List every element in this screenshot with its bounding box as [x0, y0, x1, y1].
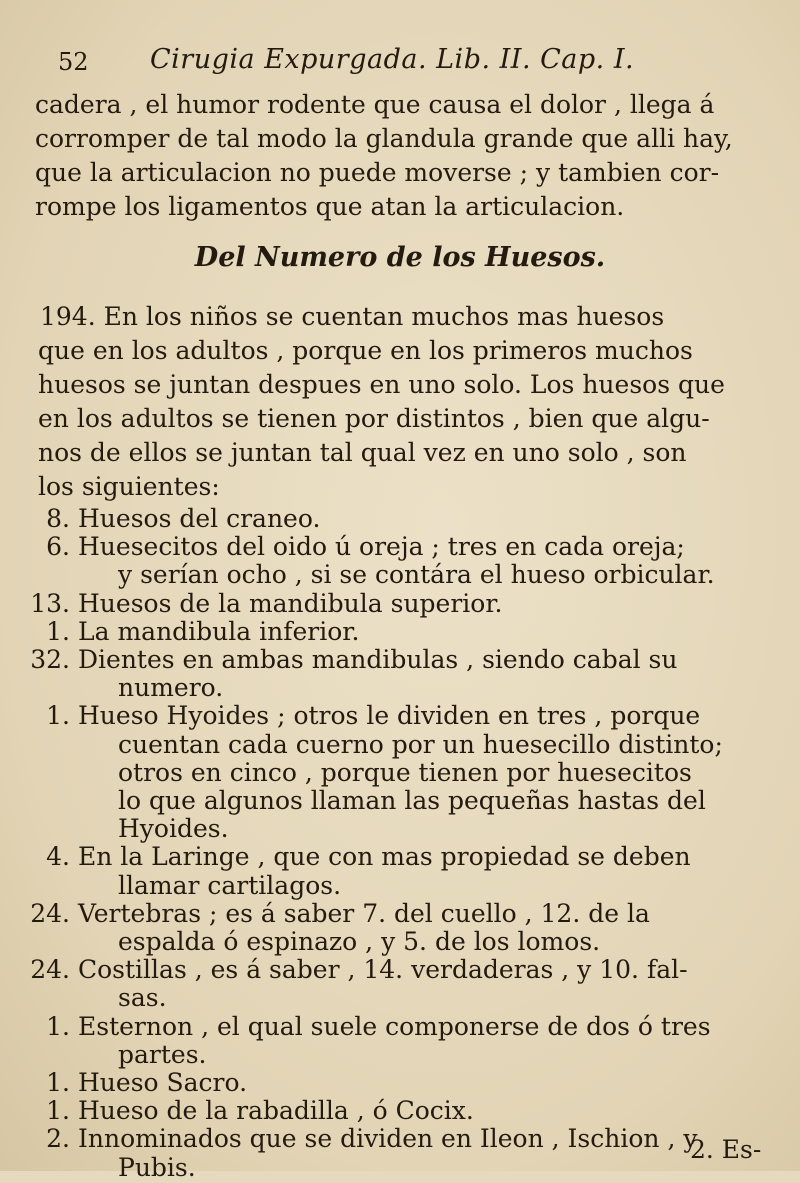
bone-description: sas. [118, 983, 167, 1013]
bone-list-line [18, 701, 700, 731]
bone-list-line [18, 504, 320, 534]
bone-count: 1. [46, 616, 70, 646]
bone-list-line [118, 1153, 196, 1183]
page-header [48, 44, 748, 82]
bone-description: Huesos de la mandibula superior. [78, 588, 503, 618]
bone-count: 4. [46, 842, 70, 872]
bone-description: Innominados que se dividen en Ileon , Ischion , y [78, 1124, 698, 1154]
intro-line: corromper de tal modo la glandula grande que alli hay, [35, 124, 733, 153]
bone-list-line [118, 786, 706, 816]
bone-list-line [18, 955, 688, 985]
bone-description: Dientes en ambas mandibulas , siendo cabal su [78, 645, 678, 674]
bone-description: Huesecitos del oido ú oreja ; tres en cada oreja; [78, 532, 685, 562]
bone-description: Hueso Sacro. [78, 1068, 248, 1097]
bone-list-line [118, 758, 692, 788]
bone-list-line [18, 1012, 711, 1042]
bone-count: 32. [30, 645, 70, 674]
bone-list-line [18, 1068, 247, 1098]
bone-description: Hyoides. [118, 814, 229, 844]
bone-list-line [118, 927, 600, 957]
main-line: 194. En los niños se cuentan muchos mas huesos [40, 302, 665, 331]
bone-description: lo que algunos llaman las pequeñas hastas del [118, 786, 706, 815]
bone-list-line [18, 899, 650, 929]
bone-description: La mandibula inferior. [78, 616, 360, 646]
bone-description: Esternon , el qual suele componerse de dos ó tres [78, 1011, 711, 1041]
bone-list-line [118, 983, 167, 1013]
bone-description: Hueso Hyoides ; otros le dividen en tres , porque [78, 701, 701, 731]
main-line: en los adultos se tienen por distintos , bien que algu- [38, 404, 710, 433]
bone-count: 8. [46, 504, 70, 533]
bone-list-line [118, 871, 341, 901]
bone-list-line [118, 673, 223, 703]
bone-count: 6. [46, 532, 70, 562]
bone-list-line [18, 645, 678, 675]
bone-count: 1. [46, 1096, 70, 1126]
bone-description: espalda ó espinazo , y 5. de los lomos. [118, 927, 601, 956]
page-number: 52 [58, 48, 89, 76]
bone-description: Hueso de la rabadilla , ó Cocix. [78, 1096, 474, 1126]
bone-description: partes. [118, 1039, 207, 1069]
bone-description: numero. [118, 673, 224, 703]
bone-list-line [118, 1040, 206, 1070]
bone-list-line [18, 842, 691, 872]
running-title: Cirugia Expurgada. Lib. II. Cap. I. [150, 44, 635, 75]
bone-list-line [18, 532, 685, 562]
main-line: los siguientes: [38, 472, 220, 501]
bone-list-line [118, 560, 715, 590]
bone-list-line [18, 589, 503, 619]
bone-count: 1. [46, 1068, 70, 1097]
bone-description: Pubis. [118, 1152, 196, 1182]
main-line: nos de ellos se juntan tal qual vez en uno solo , son [38, 438, 687, 467]
bone-description: otros en cinco , porque tienen por huesecitos [118, 757, 692, 787]
intro-line: que la articulacion no puede moverse ; y tambien cor- [35, 158, 720, 187]
bone-count: 1. [46, 701, 70, 731]
intro-line: rompe los ligamentos que atan la articulacion. [35, 192, 625, 221]
bone-list-line [118, 730, 723, 760]
bone-description: Huesos del craneo. [78, 504, 321, 533]
intro-line: cadera , el humor rodente que causa el dolor , llega á [35, 90, 715, 119]
bone-count: 1. [46, 1011, 70, 1041]
bone-description: cuentan cada cuerno por un huesecillo distinto; [118, 729, 723, 759]
main-line: que en los adultos , porque en los primeros muchos [38, 336, 693, 365]
bone-description: llamar cartilagos. [118, 870, 342, 900]
bone-description: En la Laringe , que con mas propiedad se deben [78, 842, 691, 872]
bone-list-line [118, 814, 229, 844]
catchword: 2. Es- [690, 1135, 762, 1164]
bone-count: 24. [30, 955, 70, 985]
bone-count: 24. [30, 898, 70, 928]
bone-count: 2. [46, 1124, 70, 1154]
bone-list-line [18, 1096, 474, 1126]
bone-description: y serían ocho , si se contára el hueso orbicular. [118, 560, 715, 590]
main-line: huesos se juntan despues en uno solo. Los huesos que [38, 370, 725, 399]
section-heading: Del Numero de los Huesos. [194, 242, 606, 273]
bone-list-line [18, 617, 359, 647]
bone-list-line [18, 1124, 697, 1154]
bone-count: 13. [30, 588, 70, 618]
bone-description: Vertebras ; es á saber 7. del cuello , 12. de la [78, 898, 650, 928]
bone-description: Costillas , es á saber , 14. verdaderas , y 10. fal- [78, 955, 688, 985]
